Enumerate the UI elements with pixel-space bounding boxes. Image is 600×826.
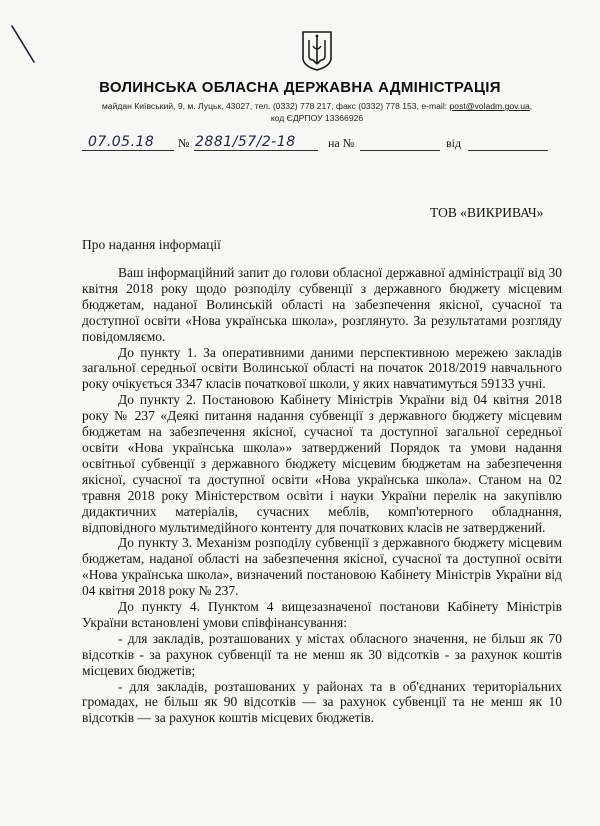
paragraph-intro: Ваш інформаційний запит до голови обласної державної адміністрації від 30 квітня 2018 року щодо розподілу субвенції з державного бюджету місцевим бюджетам, наданої Волинській області на забезпечення якісної, сучасної та доступної освіти «Нова українська школа», розглянуто. За результатами розгляду повідомляємо. bbox=[82, 265, 562, 344]
number-underline bbox=[194, 150, 318, 151]
organization-address bbox=[72, 100, 562, 124]
incoming-number-label: на № bbox=[328, 136, 355, 150]
edrpou-code: код ЄДРПОУ 13366926 bbox=[270, 113, 364, 123]
pen-stroke-mark bbox=[8, 22, 38, 66]
list-item-districts: - для закладів, розташованих у районах та в об'єднаних територіальних громадах, не більш як 90 відсотків — за рахунок субвенції та не менш як 10 відсотків — за рахунок коштів місцевих бюджетів. bbox=[82, 678, 562, 726]
email-link[interactable]: post@voladm.gov.ua bbox=[449, 101, 530, 111]
paragraph-point-2: До пункту 2. Постановою Кабінету Міністрів України від 04 квітня 2018 року № 237 «Деякі питання надання субвенції з державного бюджету місцевим бюджетам на забезпечення якісної, сучасної та доступної загальної середньої освіти «Нова українська школа»» затверджений Порядок та умови надання освітньої субвенції з державного бюджету місцевим бюджетам на забезпечення якісної, сучасної та доступної освіти «Нова українська школа». Станом на 02 травня 2018 року Міністерством освіти і науки України перелік на закупівлю дидактичних матеріалів, сучасних меблів, комп'ютерного обладнання, відповідного мультимедійного контенту для початкових класів не затверджений. bbox=[82, 392, 562, 535]
outgoing-date: 07.05.18 bbox=[88, 134, 155, 150]
paragraph-point-4: До пункту 4. Пунктом 4 вищезазначеної постанови Кабінету Міністрів України встановлені умови співфінансування: bbox=[82, 599, 562, 630]
outgoing-number: 2881/57/2-18 bbox=[195, 134, 296, 150]
coat-of-arms-icon bbox=[301, 30, 333, 72]
letter-body bbox=[82, 265, 562, 726]
recipient: ТОВ «ВИКРИВАЧ» bbox=[430, 205, 544, 220]
incoming-date-label: від bbox=[446, 136, 462, 150]
paragraph-point-3: До пункту 3. Механізм розподілу субвенції з державного бюджету місцевим бюджетам, наданої області на забезпечення якісної, сучасної та доступної освіти «Нова українська школа», визначений постановою Кабінету Міністрів України від 04 квітня 2018 року № 237. bbox=[82, 535, 562, 599]
letter-subject: Про надання інформації bbox=[82, 237, 221, 252]
organization-name: ВОЛИНСЬКА ОБЛАСНА ДЕРЖАВНА АДМІНІСТРАЦІЯ bbox=[99, 79, 501, 96]
paragraph-point-1: До пункту 1. За оперативними даними перспективною мережею закладів загальної середньої освіти Волинської області на початок 2018/2019 навчального року очікується 3347 класів початкової школи, у яких навчатимуться 59133 учні. bbox=[82, 344, 562, 392]
address-text: майдан Київський, 9, м. Луцьк, 43027, тел. (0332) 778 217, факс (0332) 778 153, e-mail: bbox=[101, 101, 450, 111]
address-tail: , bbox=[529, 101, 533, 111]
list-item-cities: - для закладів, розташованих у містах обласного значення, не більш як 70 відсотків - за рахунок субвенції та не менш як 30 відсотків - за рахунок коштів місцевих бюджетів; bbox=[82, 630, 562, 678]
incoming-number-underline bbox=[360, 150, 440, 151]
reference-line bbox=[82, 134, 562, 154]
date-underline bbox=[82, 150, 174, 151]
number-label: № bbox=[178, 136, 190, 150]
incoming-date-underline bbox=[468, 150, 548, 151]
